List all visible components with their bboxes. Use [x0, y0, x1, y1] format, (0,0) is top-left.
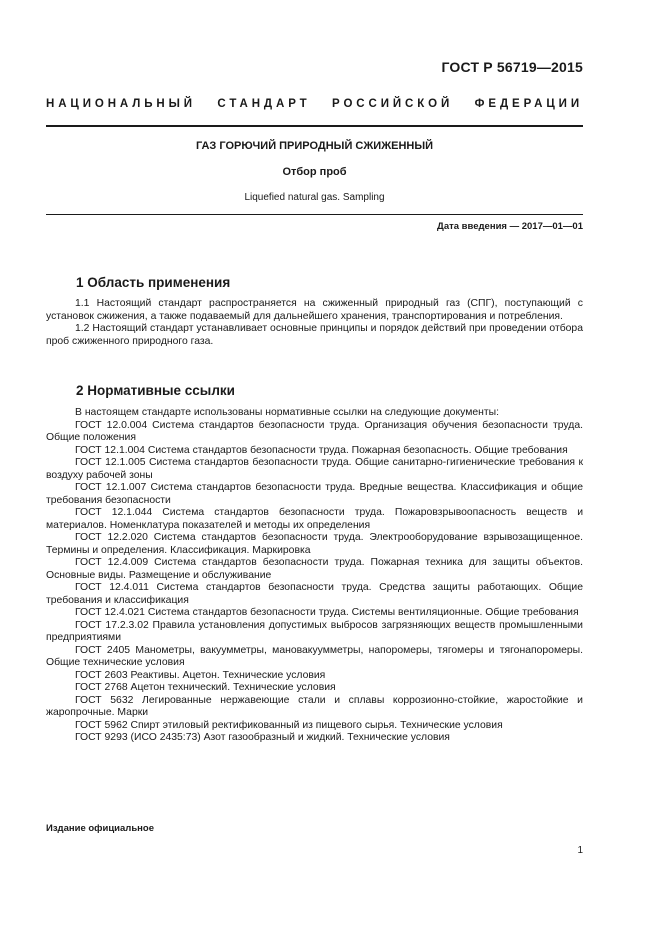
reference-item: ГОСТ 9293 (ИСО 2435:73) Азот газообразный и жидкий. Технические условия: [75, 732, 450, 743]
reference-item: ГОСТ 5632 Легированные нержавеющие стали и сплавы коррозионно-стойкие, жаростойкие и жаропрочные. Марки: [46, 694, 583, 718]
references-intro: В настоящем стандарте использованы нормативные ссылки на следующие документы:: [75, 407, 499, 418]
reference-item: ГОСТ 12.1.005 Система стандартов безопасности труда. Общие санитарно-гигиенические требования к воздуху рабочей зоны: [46, 457, 583, 481]
paragraph-1-2: 1.2 Настоящий стандарт устанавливает основные принципы и порядок действий при проведении отбора проб сжиженного природного газа.: [46, 323, 583, 347]
introduction-date: Дата введения — 2017—01—01: [437, 221, 583, 232]
section-2-heading: 2 Нормативные ссылки: [76, 383, 235, 398]
gost-code: ГОСТ Р 56719—2015: [441, 59, 583, 75]
reference-item: ГОСТ 12.4.009 Система стандартов безопасности труда. Пожарная техника для защиты объектов. Основные виды. Размещение и обслуживание: [46, 557, 583, 581]
section-1-heading: 1 Область применения: [76, 275, 231, 290]
reference-item: ГОСТ 12.2.020 Система стандартов безопасности труда. Электрооборудование взрывозащищенное. Термины и определения. Классификация. Маркировка: [46, 532, 583, 556]
reference-item: ГОСТ 12.1.044 Система стандартов безопасности труда. Пожаровзрывоопасность веществ и материалов. Номенклатура показателей и методы их определения: [46, 507, 583, 531]
title-rule: [46, 214, 583, 215]
reference-item: ГОСТ 12.4.011 Система стандартов безопасности труда. Средства защиты работающих. Общие требования и классификация: [46, 582, 583, 606]
section-2-body: [46, 407, 583, 745]
reference-item: ГОСТ 2603 Реактивы. Ацетон. Технические условия: [75, 669, 326, 681]
document-title: ГАЗ ГОРЮЧИЙ ПРИРОДНЫЙ СЖИЖЕННЫЙ: [195, 140, 434, 152]
reference-item: ГОСТ 12.1.007 Система стандартов безопасности труда. Вредные вещества. Классификация и общие требования безопасности: [46, 482, 583, 506]
document-subtitle: Отбор проб: [282, 166, 347, 178]
document-title-english: Liquefied natural gas. Sampling: [244, 192, 385, 203]
page-number: 1: [577, 845, 583, 856]
section-1-body: [46, 298, 583, 348]
reference-item: ГОСТ 2768 Ацетон технический. Технические условия: [75, 682, 336, 693]
paragraph-1-1: 1.1 Настоящий стандарт распространяется на сжиженный природный газ (СПГ), поступающий с установок сжижения, а также подаваемый для дальнейшего хранения, транспортирования и потребления.: [46, 298, 583, 322]
reference-item: ГОСТ 2405 Манометры, вакуумметры, мановакуумметры, напоромеры, тягомеры и тягонапоромеры. Общие технические условия: [46, 644, 583, 668]
reference-item: ГОСТ 12.4.021 Система стандартов безопасности труда. Системы вентиляционные. Общие требования: [75, 607, 579, 618]
reference-item: ГОСТ 12.0.004 Система стандартов безопасности труда. Организация обучения безопасности труда. Общие положения: [46, 419, 583, 443]
header-rule: [46, 125, 583, 127]
national-standard-banner: НАЦИОНАЛЬНЫЙ СТАНДАРТ РОССИЙСКОЙ ФЕДЕРАЦИИ: [46, 98, 583, 110]
official-edition-note: Издание официальное: [46, 823, 154, 834]
reference-item: ГОСТ 17.2.3.02 Правила установления допустимых выбросов загрязняющих веществ промышленными предприятиями: [46, 619, 583, 643]
reference-item: ГОСТ 5962 Спирт этиловый ректификованный из пищевого сырья. Технические условия: [75, 719, 503, 731]
reference-item: ГОСТ 12.1.004 Система стандартов безопасности труда. Пожарная безопасность. Общие требования: [75, 444, 568, 456]
